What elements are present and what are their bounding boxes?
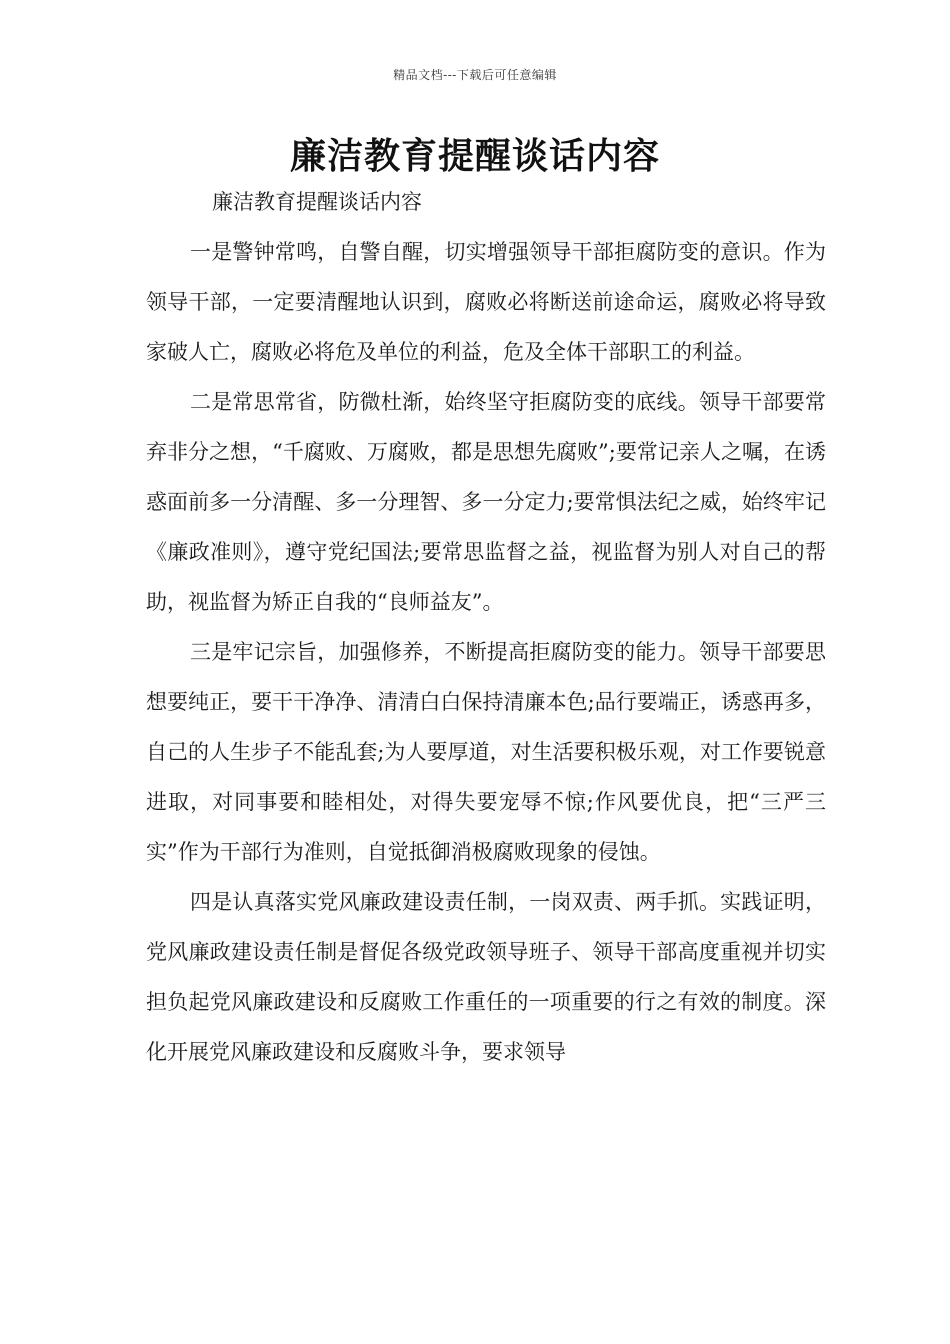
- paragraph-2: 二是常思常省，防微杜渐，始终坚守拒腐防变的底线。领导干部要常弃非分之想，“千腐败、万腐败，都是思想先腐败”;要常记亲人之嘱，在诱惑面前多一分清醒、多一分理智、多一分定力;要常惧法纪之威，始终牢记《廉政准则》，遵守党纪国法;要常思监督之益，视监督为别人对自己的帮助，视监督为矫正自我的“良师益友”。: [146, 390, 826, 614]
- document-subtitle: 廉洁教育提醒谈话内容: [212, 190, 422, 214]
- paragraph-1: 一是警钟常鸣，自警自醒，切实增强领导干部拒腐防变的意识。作为领导干部，一定要清醒地认识到，腐败必将断送前途命运，腐败必将导致家破人亡，腐败必将危及单位的利益，危及全体干部职工的利益。: [146, 240, 826, 364]
- header-note: 精品文档---下载后可任意编辑: [393, 68, 557, 82]
- document-title: 廉洁教育提醒谈话内容: [289, 136, 660, 177]
- paragraph-4: 四是认真落实党风廉政建设责任制，一岗双责、两手抓。实践证明，党风廉政建设责任制是督促各级党政领导班子、领导干部高度重视并切实担负起党风廉政建设和反腐败工作重任的一项重要的行之有效的制度。深化开展党风廉政建设和反腐败斗争，要求领导: [146, 890, 826, 1064]
- document-body: [146, 227, 826, 1077]
- paragraph-3: 三是牢记宗旨，加强修养，不断提高拒腐防变的能力。领导干部要思想要纯正，要干干净净、清清白白保持清廉本色;品行要端正，诱惑再多，自己的人生步子不能乱套;为人要厚道，对生活要积极乐观，对工作要锐意进取，对同事要和睦相处，对得失要宠辱不惊;作风要优良，把“三严三实”作为干部行为准则，自觉抵御消极腐败现象的侵蚀。: [146, 640, 826, 864]
